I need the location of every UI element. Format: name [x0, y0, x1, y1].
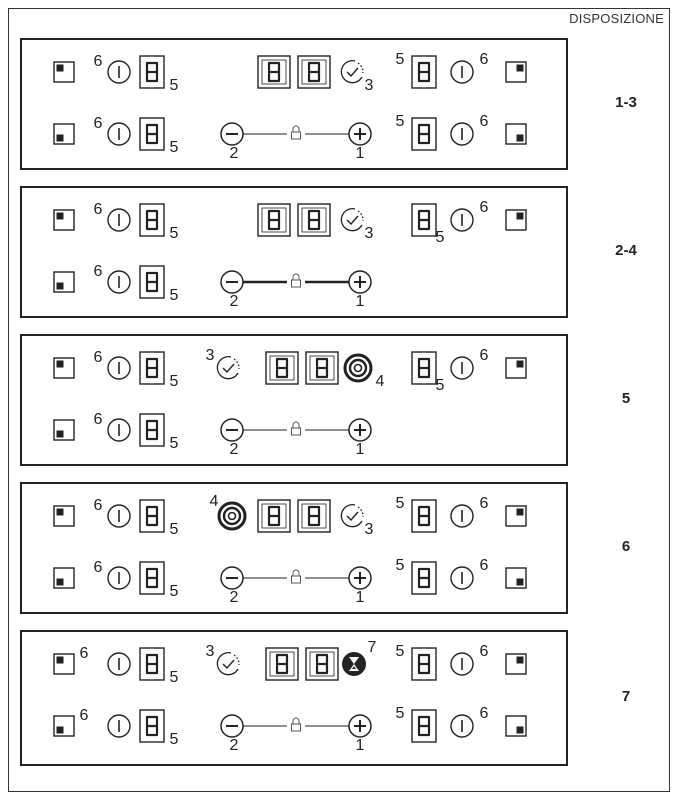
minus-callout: 2 [229, 293, 239, 310]
zone-indicator-icon [54, 568, 74, 588]
power-callout: 6 [93, 559, 103, 576]
power-button-icon [451, 123, 473, 145]
ring-callout: 4 [209, 493, 219, 510]
layout-label: 7 [621, 688, 631, 705]
control-panel-graphic [22, 484, 566, 612]
minus-button-icon [221, 271, 243, 293]
main-timer-display-icon [266, 352, 338, 384]
plus-callout: 1 [355, 145, 365, 162]
display-callout: 5 [395, 643, 405, 660]
display-callout: 5 [169, 373, 179, 390]
minus-callout: 2 [229, 441, 239, 458]
power-callout: 6 [93, 497, 103, 514]
lock-slider [243, 422, 349, 435]
plus-button-icon [349, 715, 371, 737]
hourglass-callout: 7 [367, 639, 377, 656]
minus-button-icon [221, 419, 243, 441]
display-callout: 5 [169, 731, 179, 748]
control-panel-2 [20, 186, 568, 318]
power-button-icon [108, 61, 130, 83]
power-callout: 6 [479, 51, 489, 68]
control-panel-4 [20, 482, 568, 614]
layout-label: 5 [621, 390, 631, 407]
power-callout: 6 [93, 349, 103, 366]
plus-callout: 1 [355, 737, 365, 754]
display-callout: 5 [395, 557, 405, 574]
minus-callout: 2 [229, 145, 239, 162]
seven-segment-display-icon [412, 710, 436, 742]
seven-segment-display-icon [140, 414, 164, 446]
plus-button-icon [349, 123, 371, 145]
zone-indicator-icon [506, 716, 526, 736]
control-panel-5 [20, 630, 568, 766]
plus-button-icon [349, 271, 371, 293]
control-panel-graphic [22, 188, 566, 316]
zone-indicator-icon [54, 210, 74, 230]
seven-segment-display-icon [412, 562, 436, 594]
control-panel-graphic [22, 40, 566, 168]
timer-icon [341, 61, 363, 83]
lock-icon [292, 126, 301, 139]
power-callout: 6 [79, 707, 89, 724]
power-button-icon [108, 123, 130, 145]
power-callout: 6 [479, 557, 489, 574]
minus-button-icon [221, 567, 243, 589]
power-button-icon [451, 209, 473, 231]
display-callout: 5 [169, 521, 179, 538]
control-panel-graphic [22, 632, 566, 764]
power-callout: 6 [79, 645, 89, 662]
power-callout: 6 [479, 113, 489, 130]
display-callout: 5 [435, 377, 445, 394]
seven-segment-display-icon [140, 118, 164, 150]
display-callout: 5 [169, 435, 179, 452]
zone-indicator-icon [506, 62, 526, 82]
display-callout: 5 [395, 51, 405, 68]
power-button-icon [108, 209, 130, 231]
display-callout: 5 [395, 113, 405, 130]
display-callout: 5 [169, 287, 179, 304]
main-timer-display-icon [258, 500, 330, 532]
lock-slider [243, 274, 349, 287]
seven-segment-display-icon [140, 648, 164, 680]
power-button-icon [451, 357, 473, 379]
plus-callout: 1 [355, 293, 365, 310]
header-title: DISPOSIZIONE [569, 11, 664, 26]
plus-callout: 1 [355, 441, 365, 458]
power-button-icon [108, 715, 130, 737]
power-button-icon [108, 271, 130, 293]
timer-icon [341, 209, 363, 231]
power-button-icon [108, 357, 130, 379]
power-button-icon [108, 653, 130, 675]
display-callout: 5 [169, 225, 179, 242]
timer-icon [341, 505, 363, 527]
control-panel-1 [20, 38, 568, 170]
power-button-icon [451, 715, 473, 737]
ring-zone-icon [345, 355, 371, 381]
ring-callout: 4 [375, 373, 385, 390]
display-callout: 5 [169, 139, 179, 156]
layout-label: 2-4 [615, 242, 637, 259]
zone-indicator-icon [54, 654, 74, 674]
power-callout: 6 [93, 263, 103, 280]
main-timer-display-icon [258, 204, 330, 236]
hourglass-icon [342, 652, 366, 676]
minus-button-icon [221, 715, 243, 737]
timer-callout: 3 [364, 225, 374, 242]
power-callout: 6 [93, 53, 103, 70]
seven-segment-display-icon [140, 266, 164, 298]
timer-callout: 3 [205, 643, 215, 660]
minus-button-icon [221, 123, 243, 145]
power-button-icon [451, 61, 473, 83]
power-callout: 6 [93, 201, 103, 218]
seven-segment-display-icon [412, 648, 436, 680]
zone-indicator-icon [54, 420, 74, 440]
timer-callout: 3 [364, 77, 374, 94]
display-callout: 5 [169, 669, 179, 686]
display-callout: 5 [395, 705, 405, 722]
power-callout: 6 [479, 347, 489, 364]
minus-callout: 2 [229, 589, 239, 606]
layout-label: 6 [621, 538, 631, 555]
seven-segment-display-icon [412, 352, 436, 384]
control-panel-graphic [22, 336, 566, 464]
zone-indicator-icon [54, 272, 74, 292]
lock-icon [292, 718, 301, 731]
zone-indicator-icon [54, 358, 74, 378]
display-callout: 5 [169, 583, 179, 600]
zone-indicator-icon [506, 358, 526, 378]
power-callout: 6 [479, 705, 489, 722]
zone-indicator-icon [54, 124, 74, 144]
power-callout: 6 [479, 643, 489, 660]
plus-button-icon [349, 567, 371, 589]
zone-indicator-icon [506, 568, 526, 588]
zone-indicator-icon [54, 716, 74, 736]
power-callout: 6 [93, 115, 103, 132]
zone-indicator-icon [506, 654, 526, 674]
control-panel-3 [20, 334, 568, 466]
main-timer-display-icon [266, 648, 338, 680]
plus-callout: 1 [355, 589, 365, 606]
zone-indicator-icon [54, 506, 74, 526]
power-callout: 6 [93, 411, 103, 428]
plus-button-icon [349, 419, 371, 441]
seven-segment-display-icon [140, 352, 164, 384]
display-callout: 5 [435, 229, 445, 246]
minus-callout: 2 [229, 737, 239, 754]
power-callout: 6 [479, 495, 489, 512]
lock-slider [243, 570, 349, 583]
power-button-icon [108, 567, 130, 589]
power-button-icon [108, 505, 130, 527]
layout-label: 1-3 [615, 94, 637, 111]
seven-segment-display-icon [140, 500, 164, 532]
power-callout: 6 [479, 199, 489, 216]
lock-icon [292, 274, 301, 287]
main-timer-display-icon [258, 56, 330, 88]
lock-slider [243, 718, 349, 731]
zone-indicator-icon [506, 506, 526, 526]
lock-icon [292, 422, 301, 435]
seven-segment-display-icon [412, 118, 436, 150]
ring-zone-icon [219, 503, 245, 529]
display-callout: 5 [395, 495, 405, 512]
display-callout: 5 [169, 77, 179, 94]
power-button-icon [108, 419, 130, 441]
timer-callout: 3 [364, 521, 374, 538]
seven-segment-display-icon [140, 204, 164, 236]
timer-callout: 3 [205, 347, 215, 364]
seven-segment-display-icon [140, 710, 164, 742]
power-button-icon [451, 653, 473, 675]
seven-segment-display-icon [412, 56, 436, 88]
seven-segment-display-icon [412, 204, 436, 236]
timer-icon [217, 653, 239, 675]
seven-segment-display-icon [412, 500, 436, 532]
lock-icon [292, 570, 301, 583]
zone-indicator-icon [54, 62, 74, 82]
timer-icon [217, 357, 239, 379]
power-button-icon [451, 567, 473, 589]
power-button-icon [451, 505, 473, 527]
zone-indicator-icon [506, 210, 526, 230]
zone-indicator-icon [506, 124, 526, 144]
lock-slider [243, 126, 349, 139]
seven-segment-display-icon [140, 56, 164, 88]
seven-segment-display-icon [140, 562, 164, 594]
